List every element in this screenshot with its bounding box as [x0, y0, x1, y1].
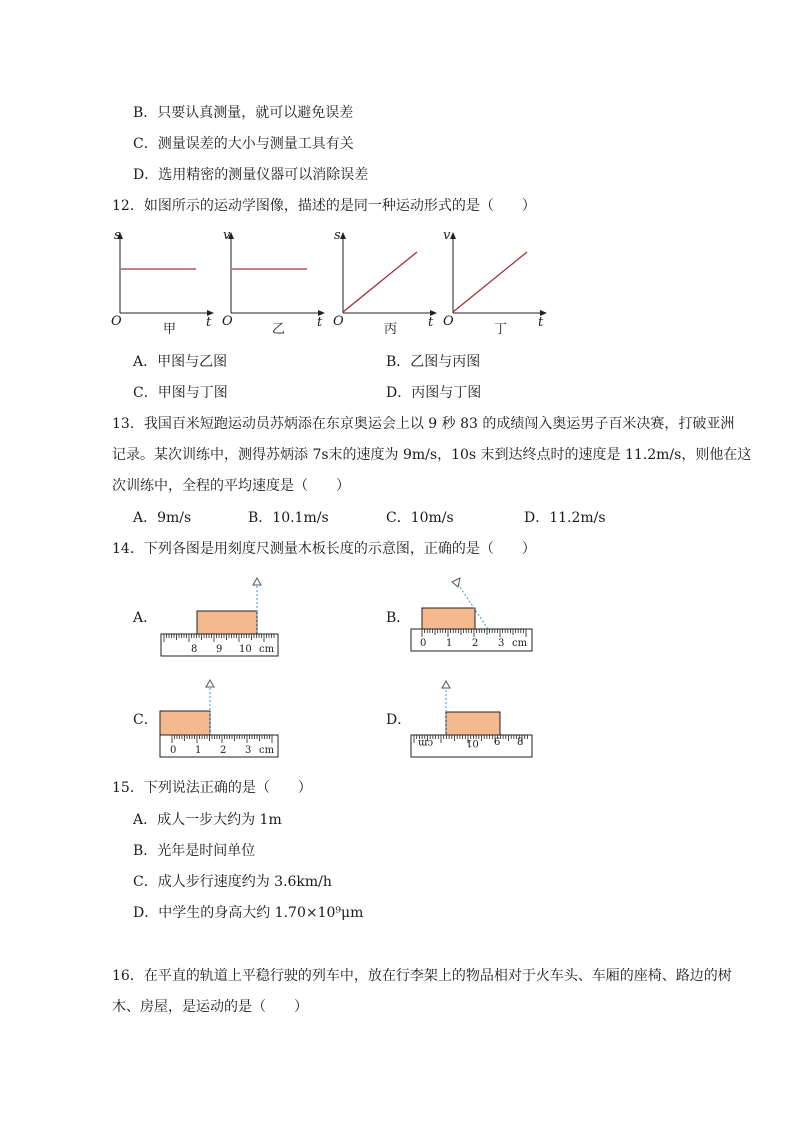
q12-option-d: D．丙图与丁图: [386, 385, 482, 401]
graph-ding-x-axis: t: [538, 315, 544, 330]
q14-figure-d: [408, 676, 538, 762]
q13-stem-line3: 次训练中，全程的平均速度是（ ）: [112, 478, 350, 494]
ruler-b-tick-2: 2: [472, 638, 479, 649]
graph-jia-y-axis: s: [114, 228, 121, 243]
eye-icon: [253, 578, 261, 585]
q15-option-b: B．光年是时间单位: [133, 843, 256, 859]
q11-option-c: C．测量误差的大小与测量工具有关: [133, 136, 354, 152]
q15-option-d: D．中学生的身高大约 1.70×10⁹μm: [133, 905, 364, 921]
q16-stem-line2: 木、房屋，是运动的是（ ）: [112, 999, 308, 1015]
q12-option-a: A．甲图与乙图: [133, 354, 228, 370]
ruler-a-tick-8: 8: [191, 644, 198, 655]
q12-stem: 12．如图所示的运动学图像，描述的是同一种运动形式的是（ ）: [112, 198, 536, 214]
q14-label-d: D．: [386, 712, 412, 728]
ruler-c-tick-1: 1: [195, 745, 202, 756]
ruler-d-tick-8: 8: [517, 737, 524, 748]
ruler-c-tick-3: 3: [245, 745, 252, 756]
graph-bing-line: [343, 252, 417, 312]
q12-option-c: C．甲图与丁图: [133, 385, 228, 401]
graph-ding-origin: O: [443, 314, 454, 329]
ruler-c-tick-2: 2: [220, 745, 227, 756]
q11-option-d: D．选用精密的测量仪器可以消除误差: [133, 167, 369, 183]
ruler-a-tick-10: 10: [239, 644, 252, 655]
q15-stem: 15．下列说法正确的是（ ）: [112, 780, 312, 796]
board: [422, 608, 475, 629]
graph-jia-origin: O: [111, 314, 122, 329]
ruler-b-unit: cm: [512, 638, 528, 649]
ruler-b-tick-0: 0: [420, 638, 427, 649]
q13-stem-line1: 13．我国百米短跑运动员苏炳添在东京奥运会上以 9 秒 83 的成绩闯入奥运男子百米决赛，打破亚洲: [112, 416, 735, 432]
graph-jia-label: 甲: [163, 322, 177, 337]
graph-bing-y-axis: s: [334, 228, 341, 243]
q13-stem-line2: 记录。某次训练中，测得苏炳添 7s末的速度为 9m/s，10s 末到达终点时的速度是 11.2m/s，则他在这: [112, 447, 752, 463]
q11-option-b: B．只要认真测量，就可以避免误差: [133, 105, 354, 121]
ruler-a-tick-9: 9: [216, 644, 223, 655]
q14-stem: 14．下列各图是用刻度尺测量木板长度的示意图，正确的是（ ）: [112, 541, 536, 557]
q14-label-c: C．: [133, 712, 158, 728]
eye-icon: [442, 681, 450, 688]
q13-option-c: C．10m/s: [386, 510, 454, 526]
q15-option-c: C．成人步行速度约为 3.6km/h: [133, 874, 332, 890]
ruler-a-unit: cm: [259, 644, 275, 655]
ruler-d-tick-10-flipped: 01: [466, 737, 479, 748]
graph-yi-y-axis: v: [223, 228, 231, 243]
eye-icon: [206, 680, 214, 687]
graph-ding-y-axis: v: [443, 228, 451, 243]
q13-option-b: B．10.1m/s: [248, 510, 329, 526]
graph-bing-label: 丙: [384, 322, 398, 337]
q13-option-d: D．11.2m/s: [524, 510, 606, 526]
q15-option-a: A．成人一步大约为 1m: [133, 812, 282, 828]
graph-yi-label: 乙: [272, 322, 286, 337]
ruler-c-tick-0: 0: [170, 745, 177, 756]
graph-ding-label: 丁: [494, 322, 508, 337]
ruler-b-tick-1: 1: [446, 638, 453, 649]
q14-label-a: A．: [133, 610, 158, 626]
graph-yi-x-axis: t: [317, 315, 323, 330]
ruler-d-unit-flipped: cm: [418, 737, 434, 748]
graph-bing-x-axis: t: [428, 315, 434, 330]
ruler-d-tick-6: 6: [494, 737, 501, 748]
eye-icon: [452, 578, 460, 587]
q13-option-a: A．9m/s: [133, 510, 192, 526]
board: [446, 712, 500, 735]
q14-label-b: B．: [386, 610, 411, 626]
q16-stem-line1: 16．在平直的轨道上平稳行驶的列车中，放在行李架上的物品相对于火车头、车厢的座椅、路边的树: [112, 968, 732, 984]
ruler-c-unit: cm: [259, 745, 275, 756]
graph-ding-line: [453, 252, 527, 312]
graph-bing-origin: O: [333, 314, 344, 329]
board: [160, 711, 210, 735]
board: [197, 611, 257, 634]
ruler-b-tick-3: 3: [498, 638, 505, 649]
graph-jia-x-axis: t: [206, 315, 212, 330]
graph-yi-origin: O: [222, 314, 233, 329]
q12-option-b: B．乙图与丙图: [386, 354, 481, 370]
